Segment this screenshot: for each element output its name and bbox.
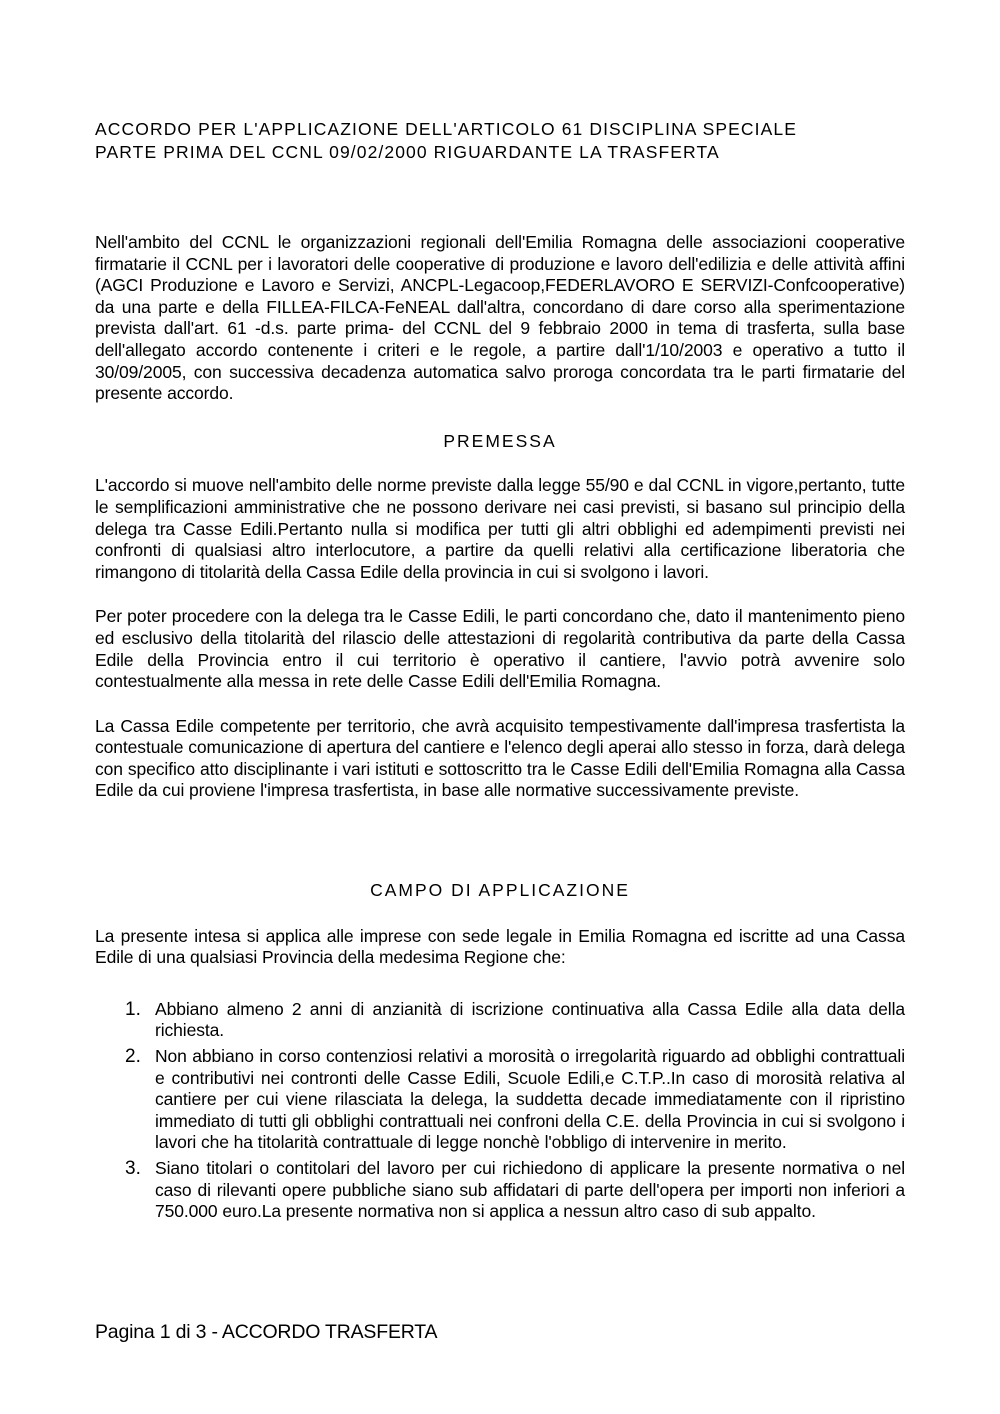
list-item <box>95 1158 905 1223</box>
premessa-paragraph-2: Per poter procedere con la delega tra le Casse Edili, le parti concordano che, dato il mantenimento pieno ed esclusivo della titolarità del rilascio delle attestazioni di regolarità contributiva da parte della Cassa Edile della Provincia entro il cui territorio è operativo il cantiere, l'avvio potrà avvenire solo contestualmente alla messa in rete delle Casse Edili dell'Emilia Romagna. <box>95 606 905 692</box>
list-item <box>95 999 905 1042</box>
list-item-text: Siano titolari o contitolari del lavoro per cui richiedono di applicare la presente normativa o nel caso di rilevanti opere pubbliche siano sub affidatari di parte dell'opera per importi non inferiori a 750.000 euro.La presente normativa non si applica a nessun altro caso di sub appalto. <box>155 1158 905 1222</box>
campo-di-applicazione-heading: CAMPO DI APPLICAZIONE <box>370 880 630 901</box>
premessa-heading: PREMESSA <box>443 430 557 451</box>
list-item-text: Non abbiano in corso contenziosi relativi a morosità o irregolarità riguardo ad obblighi contrattuali e contributivi nei contronti delle Casse Edili, Scuole Edili,e C.T.P..In caso di morosità relativa al cantiere per cui viene rilasciata la delega, la suddetta decade immediatamente con il ripristino immediato di tutti gli obblighi contrattuali nei confroni della C.E. della Provincia in cui si svolgono i lavori che ha titolarità contrattuale di legge nonchè l'obbligo di intervenire in merito. <box>155 1046 905 1153</box>
application-criteria-list <box>95 999 905 1223</box>
premessa-paragraph-3: La Cassa Edile competente per territorio, che avrà acquisito tempestivamente dall'impresa trasfertista la contestuale comunicazione di apertura del cantiere e l'elenco degli aperai allo stesso in forza, darà delega con specifico atto disciplinante i vari istituti e sottoscritto tra le Casse Edili dell'Emilia Romagna alla Cassa Edile da cui proviene l'impresa trasfertista, in base alle normative successivamente previste. <box>95 715 905 801</box>
campo-intro-paragraph: La presente intesa si applica alle imprese con sede legale in Emilia Romagna ed iscritte ad una Cassa Edile di una qualsiasi Provincia della medesima Regione che: <box>95 925 905 968</box>
intro-paragraph: Nell'ambito del CCNL le organizzazioni regionali dell'Emilia Romagna delle associazioni cooperative firmatarie il CCNL per i lavoratori delle cooperative di produzione e lavoro dell'edilizia e delle attività affini (AGCI Produzione e Lavoro e Servizi, ANCPL-Legacoop,FEDERLAVORO E SERVIZI-Confcooperative) da una parte e della FILLEA-FILCA-FeNEAL dall'altra, concordano di dare corso alla sperimentazione prevista dall'art. 61 -d.s. parte prima- del CCNL del 9 febbraio 2000 in tema di trasferta, sulla base dell'allegato accordo contenente i criteri e le regole, a partire dall'1/10/2003 e operativo a tutto il 30/09/2005, con successiva decadenza automatica salvo proroga concordata tra le parti firmatarie del presente accordo. <box>95 232 905 404</box>
list-item <box>95 1046 905 1154</box>
document-title-line1: ACCORDO PER L'APPLICAZIONE DELL'ARTICOLO 61 DISCIPLINA SPECIALE <box>95 119 797 139</box>
document-title <box>95 118 905 164</box>
list-item-text: Abbiano almeno 2 anni di anzianità di iscrizione continuativa alla Cassa Edile alla data della richiesta. <box>155 998 905 1041</box>
list-item-number: 3. <box>125 1158 141 1179</box>
page-footer: Pagina 1 di 3 - ACCORDO TRASFERTA <box>95 1321 438 1343</box>
premessa-paragraph-1: L'accordo si muove nell'ambito delle norme previste dalla legge 55/90 e dal CCNL in vigore,pertanto, tutte le semplificazioni amministrative che ne possono derivare nei casi previsti, si basano sul principio della delega tra Casse Edili.Pertanto nulla si modifica per tutti gli altri obblighi ed adempimenti previsti nei confronti di qualsiasi altro interlocutore, a partire da quelli relativi alla certificazione liberatoria che rimangono di titolarità della Cassa Edile della provincia in cui si svolgono i lavori. <box>95 475 905 582</box>
list-item-number: 1. <box>125 998 141 1020</box>
list-item-number: 2. <box>125 1046 141 1068</box>
document-title-line2: PARTE PRIMA DEL CCNL 09/02/2000 RIGUARDANTE LA TRASFERTA <box>95 142 720 162</box>
